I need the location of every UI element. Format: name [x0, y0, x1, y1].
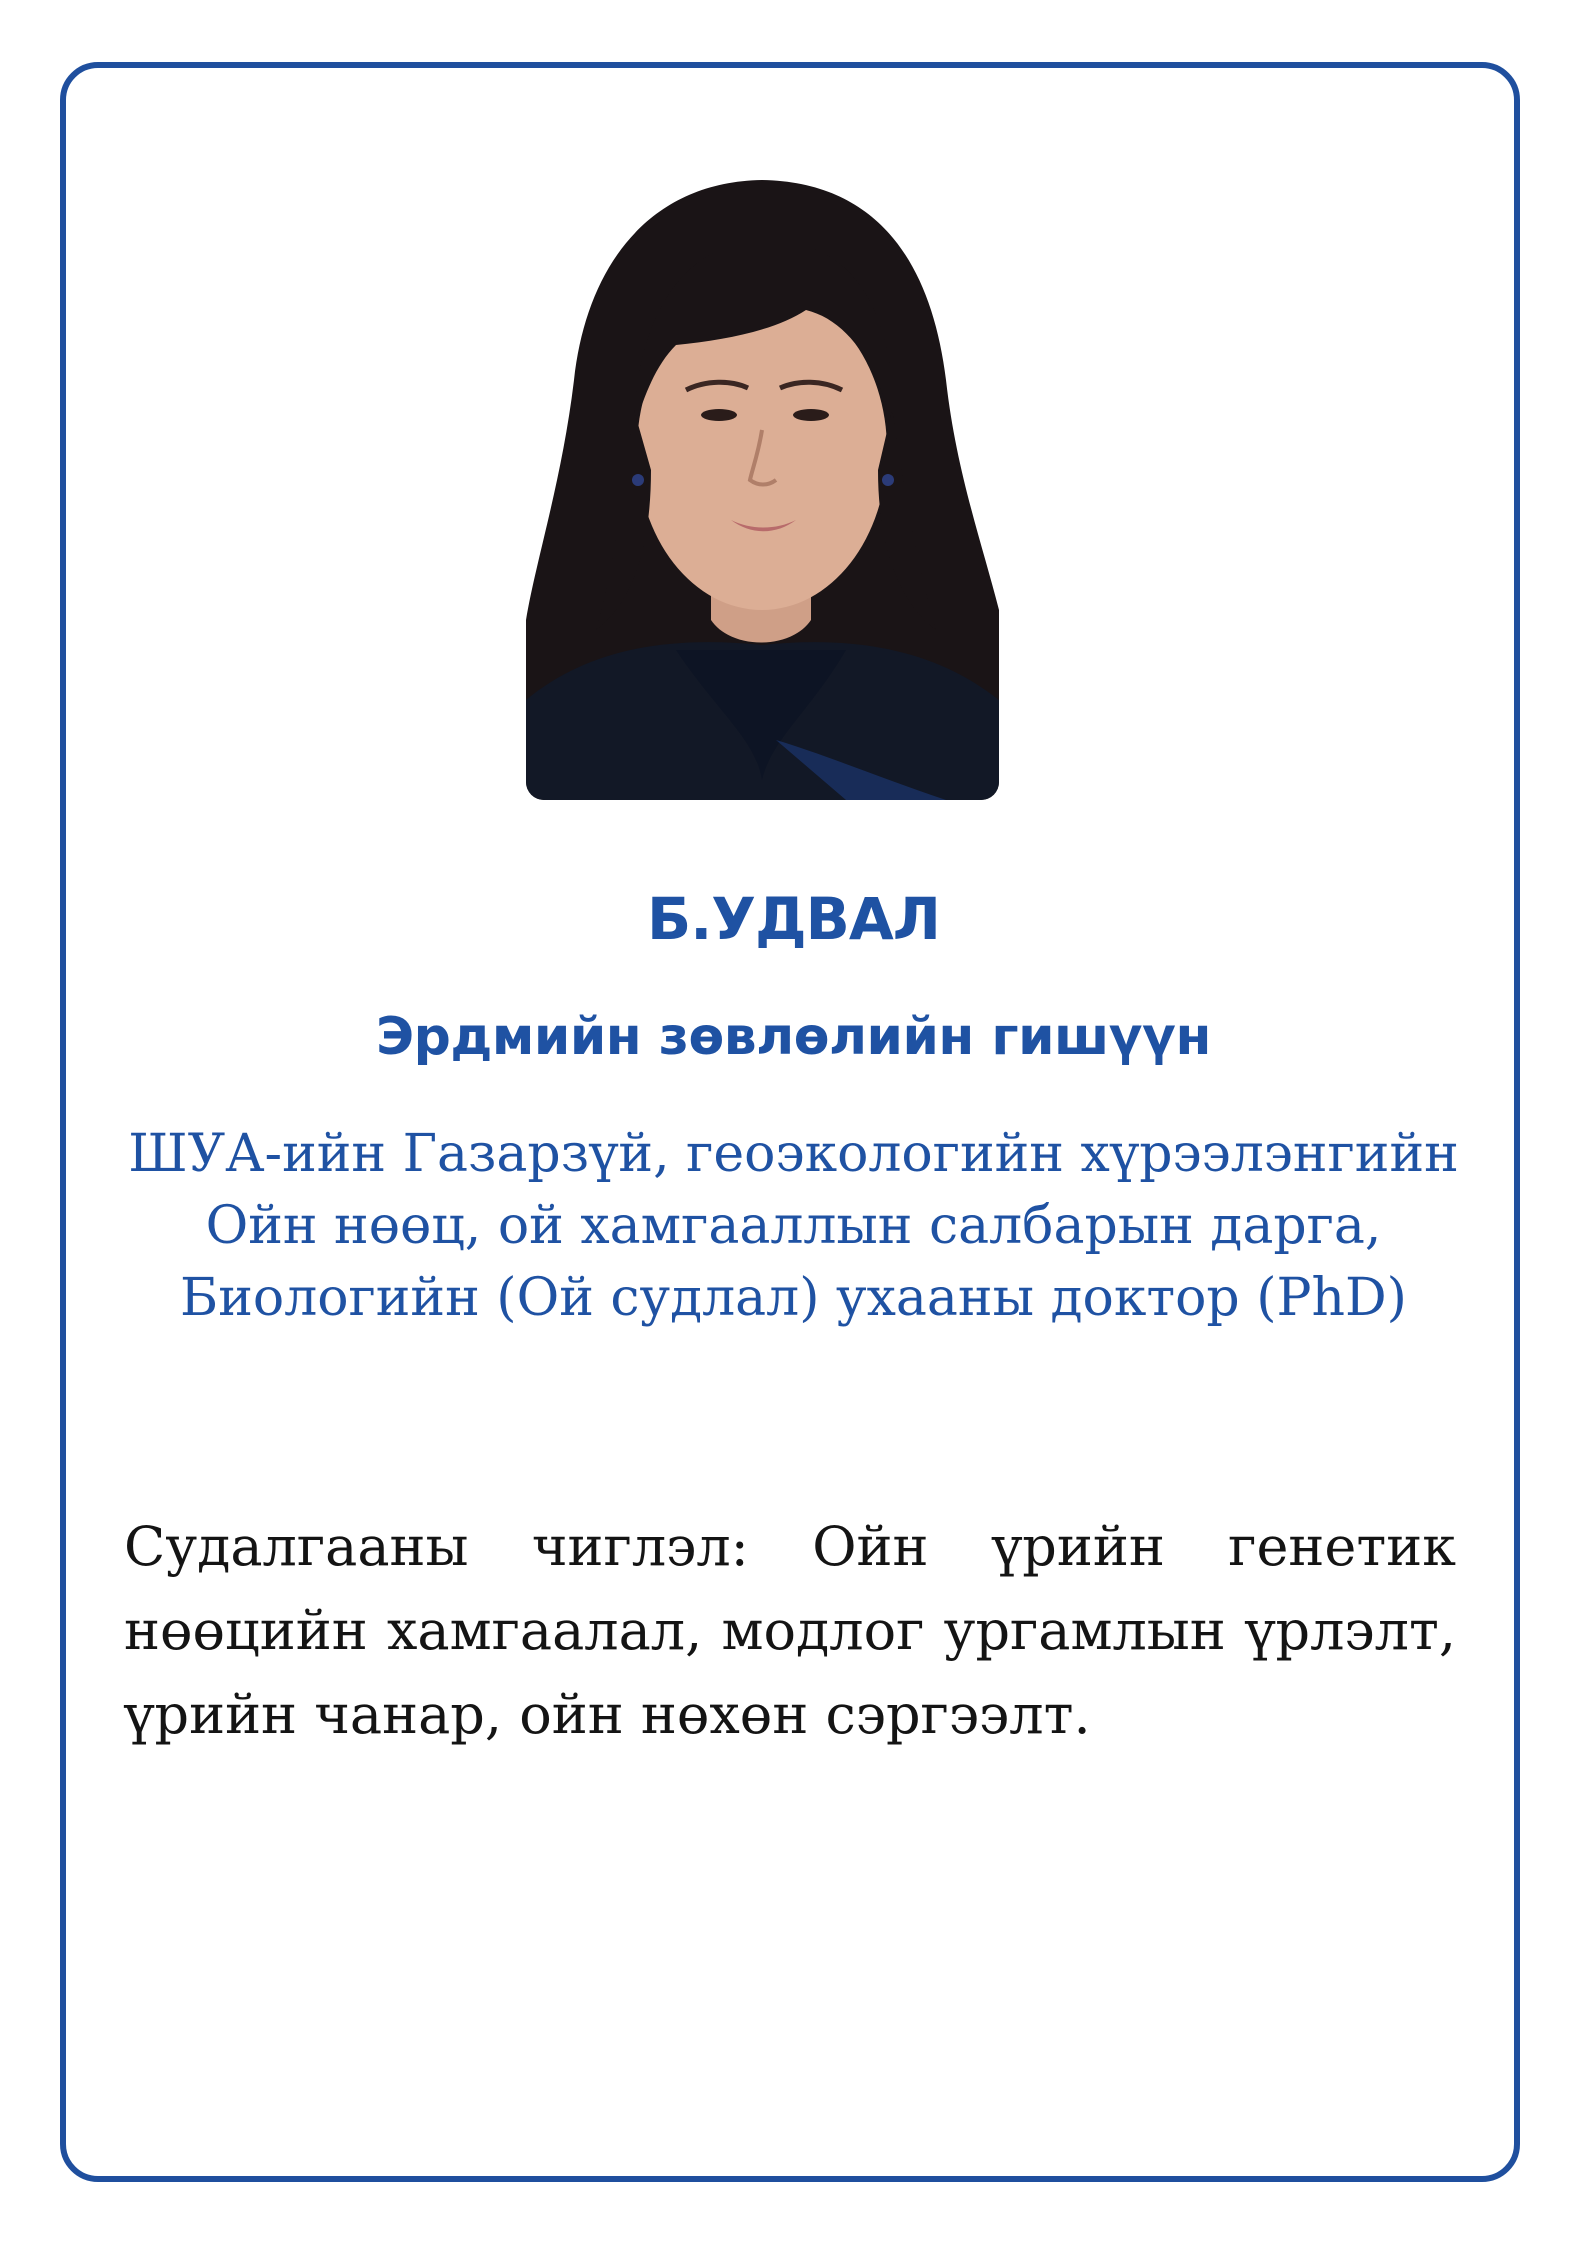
portrait-photo	[526, 180, 999, 800]
person-affiliation: ШУА-ийн Газарзүй, геоэкологийн хүрээлэнгийн Ойн нөөц, ой хамгааллын салбарын дарга, Биологийн (Ой судлал) ухааны доктор (PhD)	[128, 1124, 1459, 1328]
person-name: Б.УДВАЛ	[647, 885, 940, 953]
person-role: Эрдмийн зөвлөлийн гишүүн	[376, 1007, 1211, 1067]
research-direction: Судалгааны чиглэл: Ойн үрийн генетик нөөцийн хамгаалал, модлог ургамлын үрлэлт, үрийн чанар, ойн нөхөн сэргээлт.	[124, 1515, 1456, 1746]
